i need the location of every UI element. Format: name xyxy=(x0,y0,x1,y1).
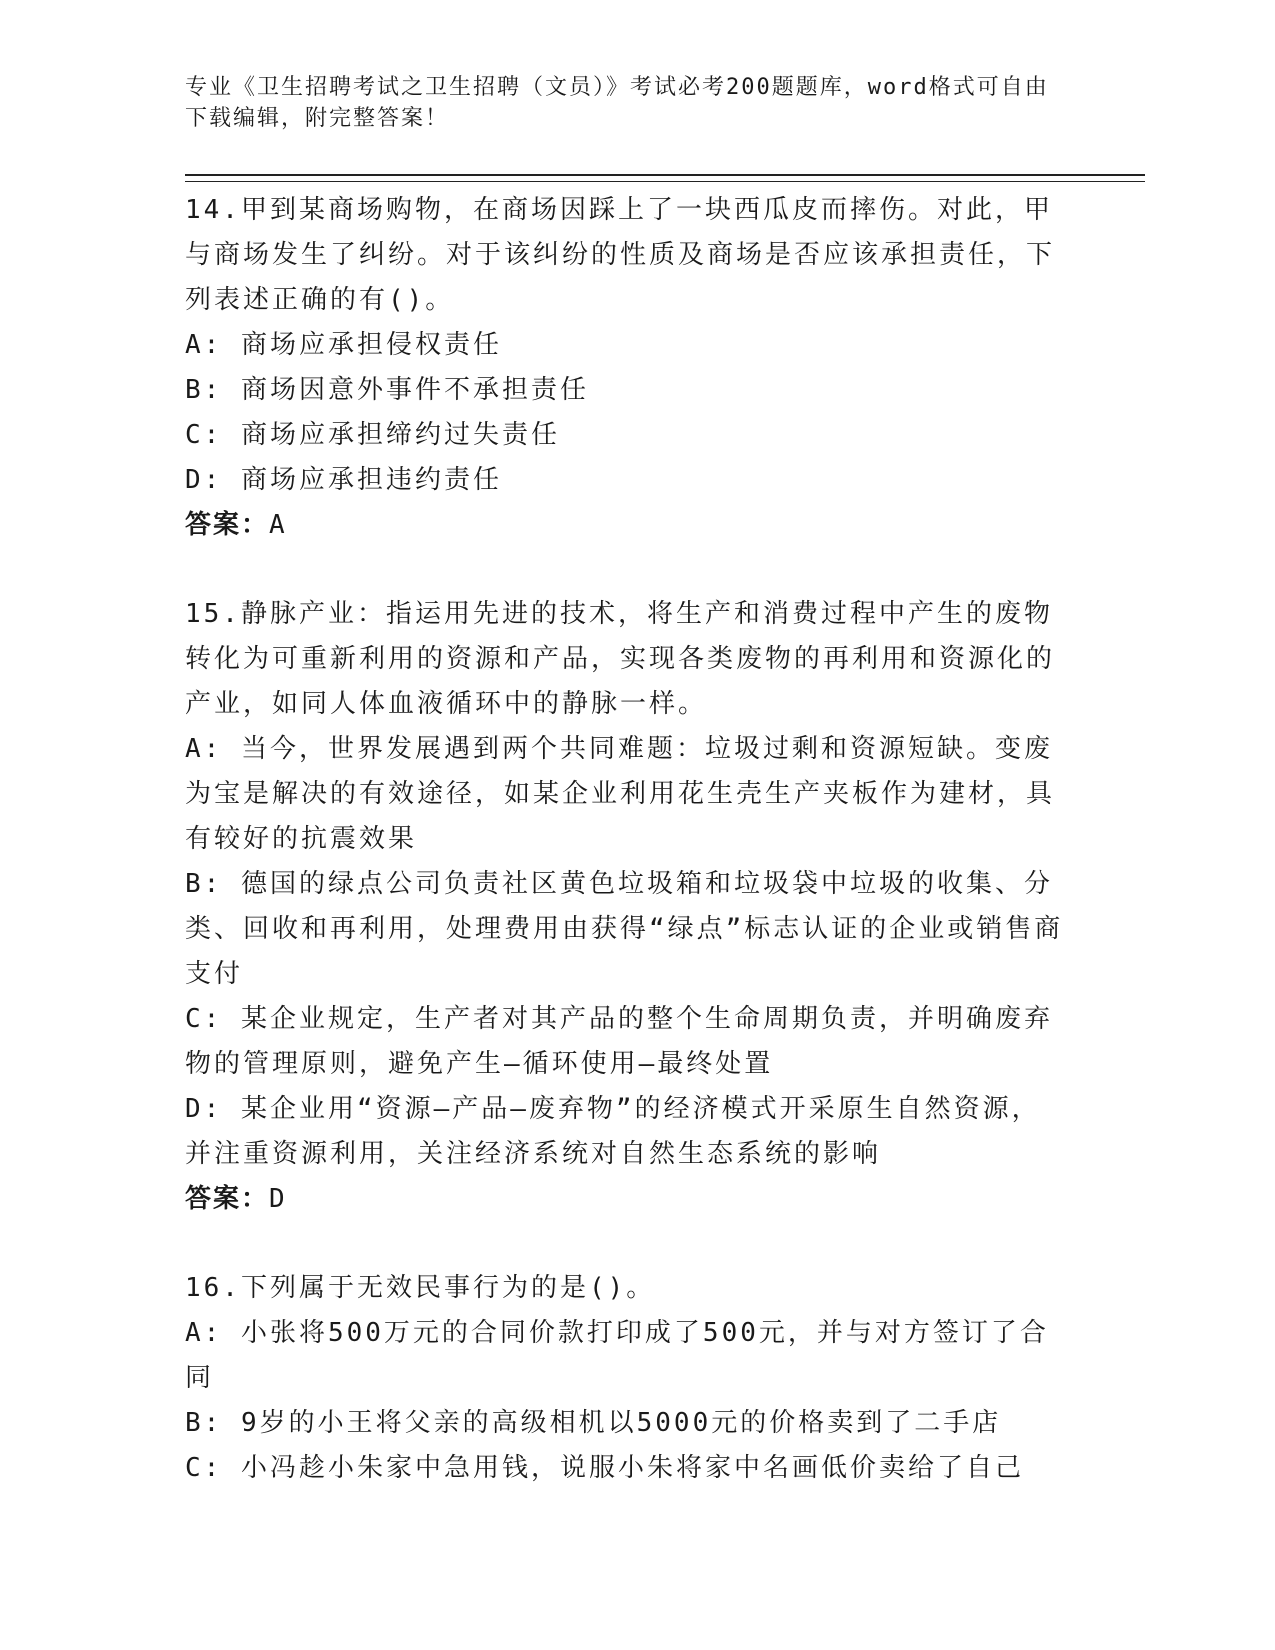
option-c: C: 商场应承担缔约过失责任 xyxy=(185,420,560,450)
option-b: B: 商场因意外事件不承担责任 xyxy=(185,375,589,405)
header-divider-thick xyxy=(185,174,1145,176)
header-intro-text: 专业《卫生招聘考试之卫生招聘（文员）》考试必考200题题库，word格式可自由下载编辑，附完整答案！ xyxy=(185,75,1049,131)
answer-value: D xyxy=(269,1184,287,1214)
option-d: D: 商场应承担违约责任 xyxy=(185,465,502,495)
answer-label: 答案： xyxy=(185,1184,270,1214)
question-list xyxy=(185,188,1065,1535)
question-14 xyxy=(185,188,1065,548)
option-a: A: 商场应承担侵权责任 xyxy=(185,330,502,360)
question-stem: 14.甲到某商场购物，在商场因踩上了一块西瓜皮而摔伤。对此，甲与商场发生了纠纷。对于该纠纷的性质及商场是否应该承担责任，下列表述正确的有()。 xyxy=(185,195,1056,315)
question-stem: 15.静脉产业：指运用先进的技术，将生产和消费过程中产生的废物转化为可重新利用的资源和产品，实现各类废物的再利用和资源化的产业，如同人体血液循环中的静脉一样。 xyxy=(185,599,1056,719)
answer-value: A xyxy=(269,510,287,540)
question-15 xyxy=(185,592,1065,1222)
document-header xyxy=(185,72,1065,134)
option-c: C: 某企业规定，生产者对其产品的整个生命周期负责，并明确废弃物的管理原则，避免产生—循环使用—最终处置 xyxy=(185,1004,1053,1079)
option-a: A: 小张将500万元的合同价款打印成了500元，并与对方签订了合同 xyxy=(185,1318,1049,1393)
answer-label: 答案： xyxy=(185,510,270,540)
question-stem: 16.下列属于无效民事行为的是()。 xyxy=(185,1273,656,1303)
option-b: B: 9岁的小王将父亲的高级相机以5000元的价格卖到了二手店 xyxy=(185,1408,1002,1438)
answer-line xyxy=(185,503,1065,548)
option-b: B: 德国的绿点公司负责社区黄色垃圾箱和垃圾袋中垃圾的收集、分类、回收和再利用，处理费用由获得“绿点”标志认证的企业或销售商支付 xyxy=(185,869,1064,989)
answer-line xyxy=(185,1177,1065,1222)
option-d: D: 某企业用“资源—产品—废弃物”的经济模式开采原生自然资源，并注重资源利用，关注经济系统对自然生态系统的影响 xyxy=(185,1094,1041,1169)
option-c: C: 小冯趁小朱家中急用钱，说服小朱将家中名画低价卖给了自己 xyxy=(185,1453,1024,1483)
question-16 xyxy=(185,1266,1065,1491)
header-divider-thin xyxy=(185,181,1145,182)
option-a: A: 当今，世界发展遇到两个共同难题：垃圾过剩和资源短缺。变废为宝是解决的有效途径，如某企业利用花生壳生产夹板作为建材，具有较好的抗震效果 xyxy=(185,734,1056,854)
